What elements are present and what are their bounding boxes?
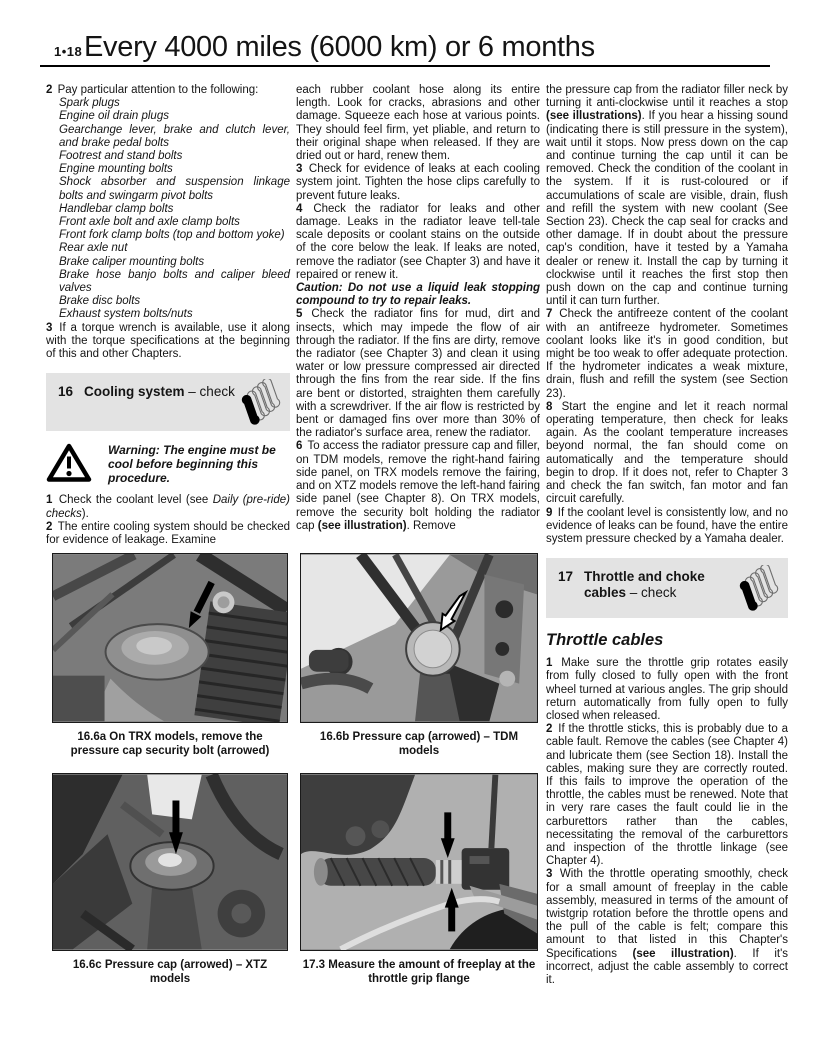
difficulty-spanner-icon <box>739 565 779 611</box>
paragraph: 6 To access the radiator pressure cap and filler, on TDM models, remove the right-hand fairing side panel, on TRX models remove the fairing, and on XTZ models remove the left-hand fairing side panel (see Chapter 8). On TRX models, remove the security bolt holding the radiator cap (see illustration). Remove <box>296 440 540 532</box>
step-number: 5 <box>296 308 303 321</box>
section-17-header <box>546 558 788 618</box>
photo-16-6a-pressure-cap-security-bolt <box>52 553 288 723</box>
figure-caption: 16.6a On TRX models, remove the pressure cap security bolt (arrowed) <box>70 731 270 757</box>
column-1-bottom-text <box>46 494 290 547</box>
figure-16-6b <box>300 553 538 758</box>
list-item: Footrest and stand bolts <box>59 150 183 163</box>
section-suffix: – check <box>188 384 235 400</box>
step-number: 7 <box>546 308 553 321</box>
paragraph: 3 If a torque wrench is available, use it along with the torque specifications at the beginning of this and other Chapters. <box>46 321 290 361</box>
photo-17-3-throttle-grip-freeplay <box>300 773 538 951</box>
list-item: Engine oil drain plugs <box>59 110 169 123</box>
column-2 <box>296 84 540 533</box>
step-number: 1 <box>546 657 553 670</box>
paragraph: 5 Check the radiator fins for mud, dirt and insects, which may impede the flow of air through the radiator. If the fins are dirty, remove the radiator (see Chapter 3) and clean it using water or low pressure compressed air directed through the fins from the rear side. If the fins are bent or distorted, straighten them carefully with a screwdriver. If the air flow is restricted by bent or damaged fins over more than 30% of the radiator's surface area, renew the radiator. <box>296 308 540 440</box>
list-item: Brake caliper mounting bolts <box>59 255 205 268</box>
list-item: Front axle bolt and axle clamp bolts <box>59 216 240 229</box>
paragraph: 1 Check the coolant level (see Daily (pre-ride) checks). <box>46 494 290 520</box>
paragraph: 3 With the throttle operating smoothly, check for a small amount of freeplay in the cable assembly, measured in terms of the amount of twistgrip rotation before the throttle opens and the pull of the cable is felt; compare this amount to that listed in this Chapter's Specifications (see illustration). If it's incorrect, adjust the cable assembly to correct it. <box>546 868 789 986</box>
photo-16-6c-pressure-cap-xtz <box>52 773 288 951</box>
page-title: Every 4000 miles (6000 km) or 6 months <box>84 31 595 63</box>
step-number: 3 <box>546 868 553 881</box>
section-suffix: – check <box>629 585 677 601</box>
warning-triangle-icon <box>46 440 92 488</box>
paragraph: Caution: Do not use a liquid leak stopping compound to try to repair leaks. <box>296 282 540 308</box>
step-number: 4 <box>296 202 303 215</box>
column-3-top-text <box>546 84 788 546</box>
throttle-cables-heading: Throttle cables <box>546 631 664 650</box>
column-1 <box>46 84 290 547</box>
paragraph: 1 Make sure the throttle grip rotates easily from fully closed to fully open with the front wheel turned at various angles. The grip should return automatically from fully open to fully closed when released. <box>546 657 788 722</box>
section-name: Throttle and choke cables <box>584 569 705 601</box>
paragraph: 7 Check the antifreeze content of the coolant with an antifreeze hydrometer. Sometimes coolant looks like it's in good condition, but might be too weak to offer adequate protection. If the hydrometer indicates a weak mixture, drain, flush and refill the system (see Section 23). <box>546 308 788 400</box>
list-item: Gearchange lever, brake and clutch lever, and brake pedal bolts <box>59 123 290 149</box>
section-16-title <box>58 384 246 400</box>
step-number: 3 <box>46 321 53 334</box>
figure-17-3 <box>300 773 538 986</box>
paragraph: 2 Pay particular attention to the following: <box>46 84 259 96</box>
step-number: 6 <box>296 440 303 453</box>
warning-text: Warning: The engine must be cool before beginning this procedure. <box>108 443 276 486</box>
section-16-header <box>46 373 290 431</box>
list-item: Rear axle nut <box>59 242 128 255</box>
section-17-title <box>558 569 744 601</box>
step-number: 1 <box>46 494 53 507</box>
step-number: 8 <box>546 400 553 413</box>
list-item: Front fork clamp bolts (top and bottom yoke) <box>59 229 285 242</box>
paragraph: 4 Check the radiator for leaks and other damage. Leaks in the radiator leave tell-tale scale deposits or coolant stains on the outside of the core below the leak. If leaks are noted, remove the radiator (see Chapter 3) and have it repaired or renew it. <box>296 202 540 281</box>
paragraph: 2 The entire cooling system should be checked for evidence of leakage. Examine <box>46 520 290 547</box>
paragraph: 3 Check for evidence of leaks at each cooling system joint. Tighten the hose clips carefully to prevent future leaks. <box>296 163 540 202</box>
paragraph: 8 Start the engine and let it reach normal operating temperature, then check for leaks again. As the coolant temperature increases beyond normal, the fan should come on automatically and the temperature should begin to drop. If it does not, refer to Chapter 3 and check the fan switch, fan motor and fan circuit carefully. <box>546 400 788 506</box>
step-number: 9 <box>546 506 553 519</box>
section-number: 16 <box>58 384 74 400</box>
photo-16-6b-pressure-cap-tdm <box>300 553 538 723</box>
figure-caption: 16.6c Pressure cap (arrowed) – XTZ models <box>72 959 268 985</box>
step-number: 2 <box>46 520 53 533</box>
list-item: Brake hose banjo bolts and caliper bleed valves <box>59 268 290 295</box>
figure-16-6a <box>52 553 288 758</box>
figure-16-6c <box>52 773 288 986</box>
column-3-bottom-text <box>546 657 788 987</box>
column-1-top-text <box>46 84 290 361</box>
header-rule <box>40 65 770 67</box>
column-3 <box>546 84 788 987</box>
step-number: 2 <box>46 84 53 96</box>
list-item: Engine mounting bolts <box>59 163 173 176</box>
section-number: 17 <box>558 569 574 585</box>
list-item: Exhaust system bolts/nuts <box>59 308 193 321</box>
figure-caption: 16.6b Pressure cap (arrowed) – TDM models <box>319 731 519 757</box>
page-number: 1•18 <box>54 44 83 59</box>
warning <box>46 440 290 488</box>
list-item: Spark plugs <box>59 97 120 110</box>
list-item: Shock absorber and suspension linkage bolts and swingarm pivot bolts <box>59 176 290 202</box>
column-2-text <box>296 84 540 533</box>
list-item: Handlebar clamp bolts <box>59 202 174 215</box>
paragraph: 9 If the coolant level is consistently low, and no evidence of leaks can be found, have the entire system pressure checked by a Yamaha dealer. <box>546 506 788 545</box>
list-item: Brake disc bolts <box>59 295 141 308</box>
figure-caption: 17.3 Measure the amount of freeplay at the throttle grip flange <box>302 959 536 985</box>
paragraph: each rubber coolant hose along its entire length. Look for cracks, abrasions and other damage. Squeeze each hose at various points. They should feel firm, yet pliable, and return to their original shape when released. If they are dried out or hard, renew them. <box>296 84 540 163</box>
step-number: 2 <box>546 723 553 736</box>
difficulty-spanner-icon <box>241 379 281 425</box>
paragraph: the pressure cap from the radiator filler neck by turning it anti-clockwise until it reaches a stop (see illustrations). If you hear a hissing sound (indicating there is still pressure in the system), wait until it stops. Now press down on the cap and continue turning the cap until it can be removed. Check the condition of the coolant in the system. If it is rust-coloured or if accumulations of scale are visible, drain, flush and refill the system with new coolant (See Section 23). Check the cap seal for cracks and other damage. If in doubt about the pressure cap's condition, have it tested by a Yamaha dealer or renew it. Install the cap by turning it clockwise until it reaches the first stop then push down on the cap and continue turning until it can turn further. <box>546 84 788 308</box>
section-name: Cooling system <box>84 384 185 400</box>
step-number: 3 <box>296 163 303 176</box>
paragraph: 2 If the throttle sticks, this is probably due to a cable fault. Remove the cables (see Chapter 4) and lubricate them (see Section 18). Install the cables, making sure they are correctly routed. If this fails to improve the operation of the throttle, the cables must be renewed. Note that in very rare cases the fault could lie in the carburettors rather than the cables, necessitating the removal of the carburettors and inspection of the throttle linkage (see Chapter 4). <box>546 723 788 868</box>
